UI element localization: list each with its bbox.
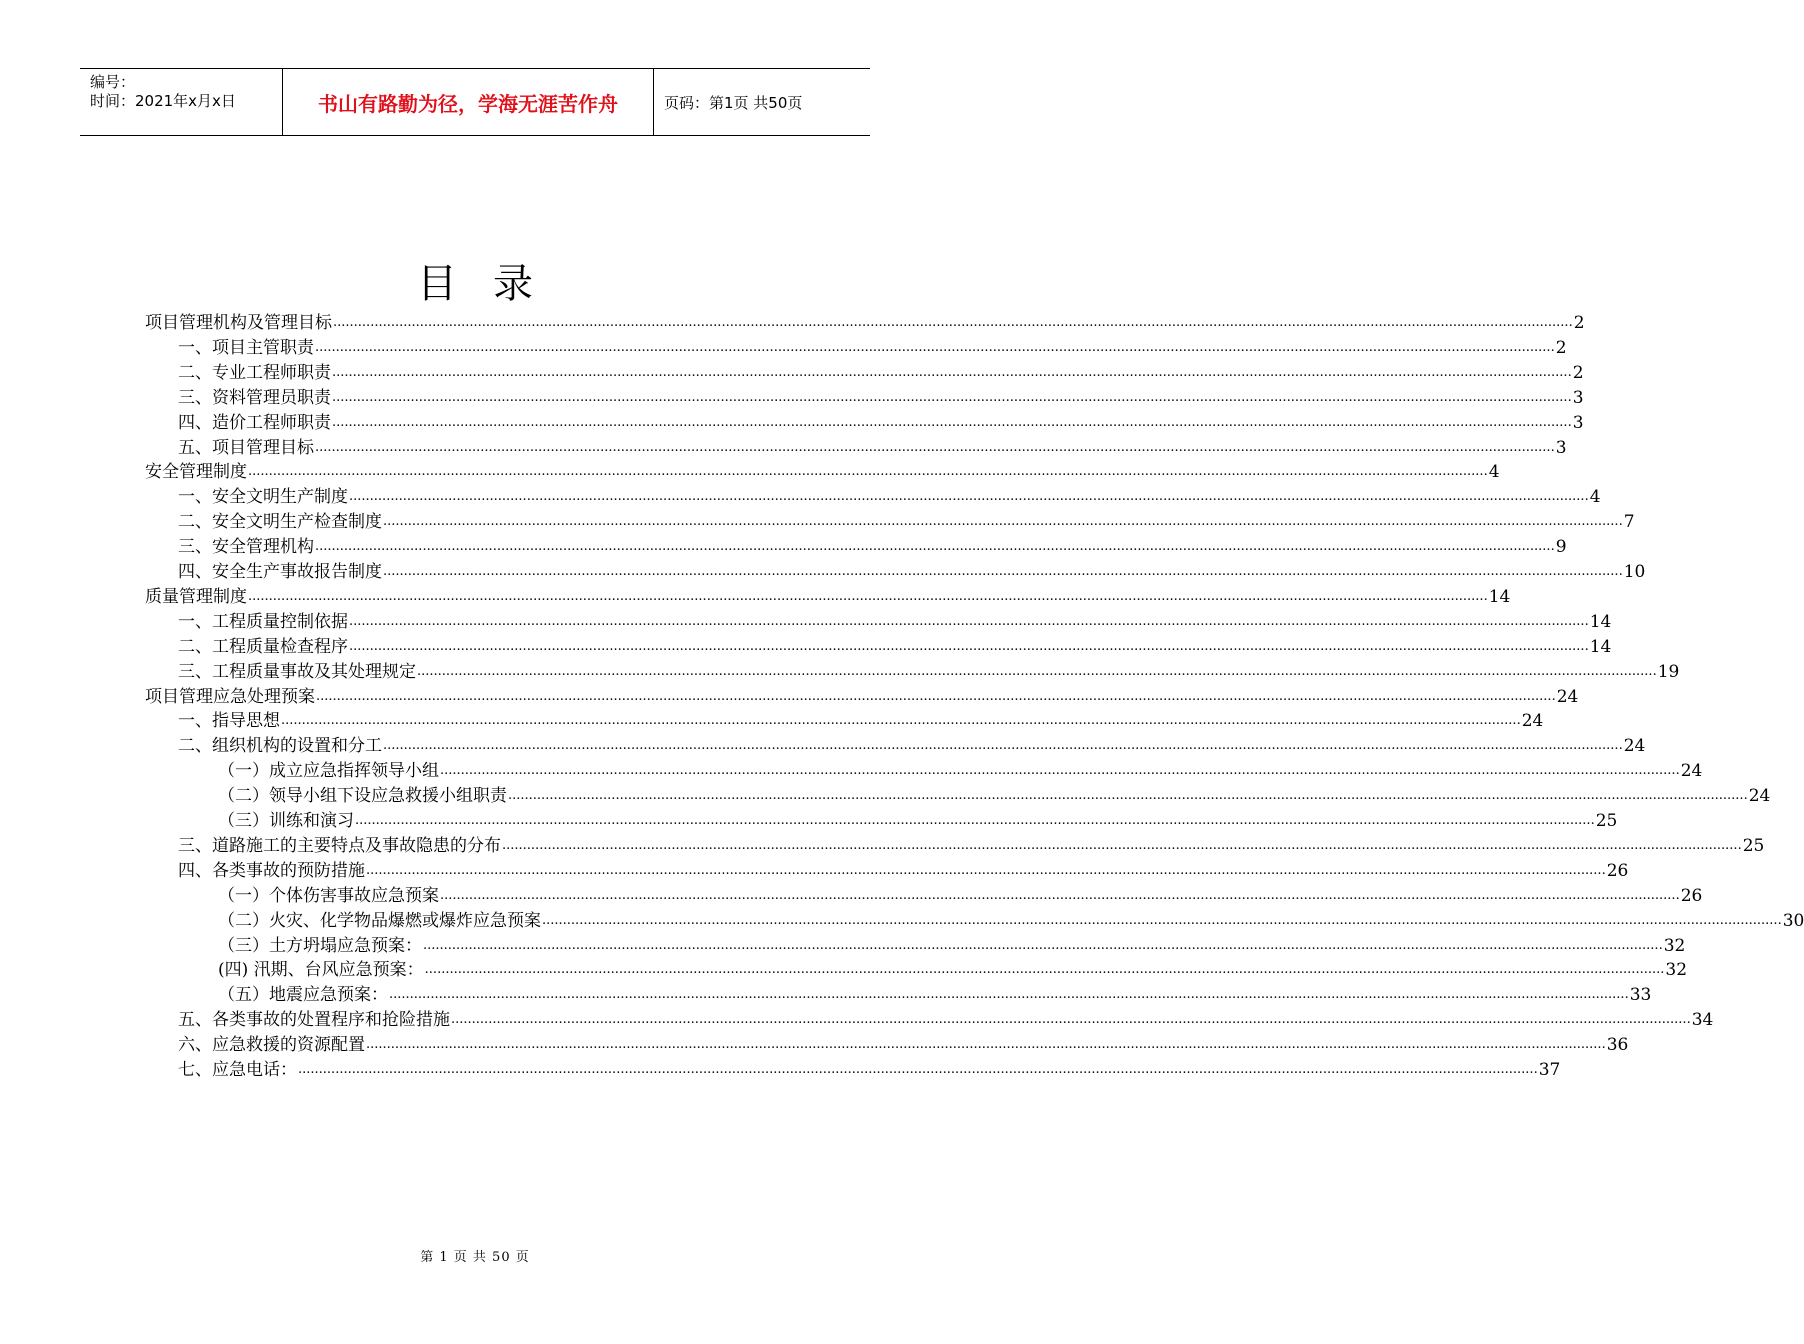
toc-entry[interactable] <box>178 634 1612 658</box>
toc-entry-text: 一、项目主管职责 <box>178 338 314 358</box>
toc-entry-page: 25 <box>1742 836 1765 856</box>
toc-entry[interactable] <box>178 484 1601 508</box>
toc-leader-dots: ............................................................................................................................................................................................................................................................................................................ <box>389 987 1629 1002</box>
toc-entry[interactable] <box>145 459 1500 483</box>
toc-leader-dots: ............................................................................................................................................................................................................................................................................................................ <box>349 639 1589 654</box>
toc-entry-page: 7 <box>1623 512 1635 532</box>
toc-entry[interactable] <box>178 858 1629 882</box>
toc-leader-dots: ............................................................................................................................................................................................................................................................................................................ <box>502 838 1742 853</box>
toc-leader-dots: ............................................................................................................................................................................................................................................................................................................ <box>440 888 1680 903</box>
toc-entry-text: 四、造价工程师职责 <box>178 413 331 433</box>
toc-entry-page: 19 <box>1657 662 1680 682</box>
toc-entry-page: 10 <box>1623 562 1646 582</box>
toc-leader-dots: ............................................................................................................................................................................................................................................................................................................ <box>315 340 1555 355</box>
toc-leader-dots: ............................................................................................................................................................................................................................................................................................................ <box>542 913 1782 928</box>
header-meta <box>80 69 282 135</box>
toc-entry-page: 14 <box>1589 637 1612 657</box>
toc-leader-dots: ............................................................................................................................................................................................................................................................................................................ <box>366 863 1606 878</box>
toc-entry-page: 24 <box>1623 736 1646 756</box>
header-motto: 书山有路勤为径，学海无涯苦作舟 <box>282 69 654 135</box>
toc-leader-dots: ............................................................................................................................................................................................................................................................................................................ <box>248 589 1488 604</box>
toc-entry-page: 32 <box>1665 960 1688 980</box>
toc-entry-page: 24 <box>1680 761 1703 781</box>
toc-entry-page: 36 <box>1606 1035 1629 1055</box>
toc-entry[interactable] <box>178 833 1765 857</box>
toc-entry-text: 四、各类事故的预防措施 <box>178 861 365 881</box>
header-page-info: 页码：第1页 共50页 <box>664 93 803 112</box>
toc-leader-dots: ............................................................................................................................................................................................................................................................................................................ <box>355 813 1595 828</box>
toc-entry-page: 32 <box>1663 936 1686 956</box>
toc-leader-dots: ............................................................................................................................................................................................................................................................................................................ <box>417 664 1657 679</box>
toc-entry-text: 一、安全文明生产制度 <box>178 487 348 507</box>
toc-entry[interactable] <box>178 559 1646 583</box>
toc-entry-page: 30 <box>1782 911 1804 931</box>
toc-leader-dots: ............................................................................................................................................................................................................................................................................................................ <box>332 390 1572 405</box>
toc-entry[interactable] <box>178 534 1567 558</box>
toc-leader-dots: ............................................................................................................................................................................................................................................................................................................ <box>315 539 1555 554</box>
toc-entry[interactable] <box>218 758 1703 782</box>
toc-entry-text: （一）成立应急指挥领导小组 <box>218 761 439 781</box>
toc-entry-page: 25 <box>1595 811 1618 831</box>
toc-entry[interactable] <box>178 410 1584 434</box>
toc-leader-dots: ............................................................................................................................................................................................................................................................................................................ <box>383 738 1623 753</box>
toc-leader-dots: ............................................................................................................................................................................................................................................................................................................ <box>298 1062 1538 1077</box>
toc-entry[interactable] <box>145 684 1579 708</box>
toc-entry-text: 四、安全生产事故报告制度 <box>178 562 382 582</box>
toc-entry[interactable] <box>178 385 1584 409</box>
toc-leader-dots: ............................................................................................................................................................................................................................................................................................................ <box>366 1037 1606 1052</box>
toc-entry-text: 七、应急电话： <box>178 1060 297 1080</box>
toc-leader-dots: ............................................................................................................................................................................................................................................................................................................ <box>333 315 1573 330</box>
toc-leader-dots: ............................................................................................................................................................................................................................................................................................................ <box>423 938 1663 953</box>
toc-entry-text: （五）地震应急预案： <box>218 985 388 1005</box>
toc-leader-dots: ............................................................................................................................................................................................................................................................................................................ <box>332 365 1572 380</box>
toc-entry[interactable] <box>218 982 1652 1006</box>
toc-entry-page: 2 <box>1573 313 1585 333</box>
toc-entry-page: 9 <box>1555 537 1567 557</box>
toc-entry[interactable] <box>218 808 1618 832</box>
toc-entry-page: 34 <box>1691 1010 1714 1030</box>
toc-entry-text: 安全管理制度 <box>145 462 247 482</box>
toc-entry-page: 4 <box>1589 487 1601 507</box>
toc-leader-dots: ............................................................................................................................................................................................................................................................................................................ <box>332 415 1572 430</box>
toc-entry[interactable] <box>178 1032 1629 1056</box>
toc-entry[interactable] <box>178 733 1646 757</box>
toc-entry[interactable] <box>218 883 1703 907</box>
toc-leader-dots: ............................................................................................................................................................................................................................................................................................................ <box>281 713 1521 728</box>
toc-entry-text: （一）个体伤害事故应急预案 <box>218 886 439 906</box>
toc-entry-page: 2 <box>1555 338 1567 358</box>
page-header <box>80 68 870 136</box>
toc-entry-text: 二、专业工程师职责 <box>178 363 331 383</box>
toc-entry-page: 24 <box>1748 786 1771 806</box>
toc-entry-text: （三）训练和演习 <box>218 811 354 831</box>
toc-title: 目录 <box>417 261 569 307</box>
toc-entry-page: 24 <box>1521 711 1544 731</box>
toc-entry[interactable] <box>178 360 1584 384</box>
toc-entry-text: （二）领导小组下设应急救援小组职责 <box>218 786 507 806</box>
toc-entry[interactable] <box>178 659 1680 683</box>
toc-entry[interactable] <box>178 1057 1561 1081</box>
toc-entry[interactable] <box>178 609 1612 633</box>
page-footer: 第 1 页 共 50 页 <box>420 1250 530 1265</box>
toc-entry-page: 3 <box>1572 413 1584 433</box>
toc-entry[interactable] <box>218 908 1804 932</box>
toc-entry-page: 37 <box>1538 1060 1561 1080</box>
toc-leader-dots: ............................................................................................................................................................................................................................................................................................................ <box>316 689 1556 704</box>
toc-entry-text: 二、工程质量检查程序 <box>178 637 348 657</box>
toc-leader-dots: ............................................................................................................................................................................................................................................................................................................ <box>451 1012 1691 1027</box>
toc-entry[interactable] <box>178 708 1544 732</box>
toc-leader-dots: ............................................................................................................................................................................................................................................................................................................ <box>349 489 1589 504</box>
toc-entry-text: 五、各类事故的处置程序和抢险措施 <box>178 1010 450 1030</box>
toc-entry[interactable] <box>178 1007 1714 1031</box>
toc-entry[interactable] <box>145 310 1585 334</box>
toc-entry-text: 三、安全管理机构 <box>178 537 314 557</box>
toc-entry-page: 33 <box>1629 985 1652 1005</box>
toc-leader-dots: ............................................................................................................................................................................................................................................................................................................ <box>424 962 1665 977</box>
toc-leader-dots: ............................................................................................................................................................................................................................................................................................................ <box>383 514 1623 529</box>
toc-entry-page: 24 <box>1556 687 1579 707</box>
toc-entry-page: 26 <box>1680 886 1703 906</box>
toc-entry-text: 五、项目管理目标 <box>178 438 314 458</box>
toc-entry-page: 3 <box>1555 438 1567 458</box>
date-label: 时间：2021年x月x日 <box>90 92 236 110</box>
toc-entry-text: 二、安全文明生产检查制度 <box>178 512 382 532</box>
toc-entry-text: 三、资料管理员职责 <box>178 388 331 408</box>
toc-leader-dots: ............................................................................................................................................................................................................................................................................................................ <box>440 763 1680 778</box>
toc-entry-page: 2 <box>1572 363 1584 383</box>
toc-leader-dots: ............................................................................................................................................................................................................................................................................................................ <box>349 614 1589 629</box>
serial-label: 编号： <box>90 73 136 91</box>
toc-entry[interactable] <box>178 435 1567 459</box>
toc-entry[interactable] <box>145 584 1511 608</box>
toc-entry-text: 六、应急救援的资源配置 <box>178 1035 365 1055</box>
toc-entry[interactable] <box>178 335 1567 359</box>
toc-entry[interactable] <box>178 509 1635 533</box>
toc-entry-page: 26 <box>1606 861 1629 881</box>
toc-leader-dots: ............................................................................................................................................................................................................................................................................................................ <box>508 788 1748 803</box>
toc-entry-page: 3 <box>1572 388 1584 408</box>
toc-entry-text: 一、指导思想 <box>178 711 280 731</box>
toc-entry-page: 4 <box>1488 462 1500 482</box>
toc-entry[interactable] <box>218 933 1686 957</box>
toc-entry-page: 14 <box>1589 612 1612 632</box>
toc-entry-text: 一、工程质量控制依据 <box>178 612 348 632</box>
toc-entry-text: 二、组织机构的设置和分工 <box>178 736 382 756</box>
toc-leader-dots: ............................................................................................................................................................................................................................................................................................................ <box>315 440 1555 455</box>
toc-entry-text: 三、道路施工的主要特点及事故隐患的分布 <box>178 836 501 856</box>
toc-entry-text: （三）土方坍塌应急预案： <box>218 936 422 956</box>
toc-leader-dots: ............................................................................................................................................................................................................................................................................................................ <box>383 564 1623 579</box>
toc-entry-page: 14 <box>1488 587 1511 607</box>
toc-entry-text: 项目管理应急处理预案 <box>145 687 315 707</box>
toc-entry-text: （二）火灾、化学物品爆燃或爆炸应急预案 <box>218 911 541 931</box>
toc-entry-text: 质量管理制度 <box>145 587 247 607</box>
toc-entry-text: 三、工程质量事故及其处理规定 <box>178 662 416 682</box>
toc-entry[interactable] <box>218 783 1771 807</box>
toc-entry-text: (四) 汛期、台风应急预案： <box>218 960 424 980</box>
toc-entry[interactable] <box>218 957 1688 981</box>
toc-entry-text: 项目管理机构及管理目标 <box>145 313 332 333</box>
toc-leader-dots: ............................................................................................................................................................................................................................................................................................................ <box>248 464 1488 479</box>
